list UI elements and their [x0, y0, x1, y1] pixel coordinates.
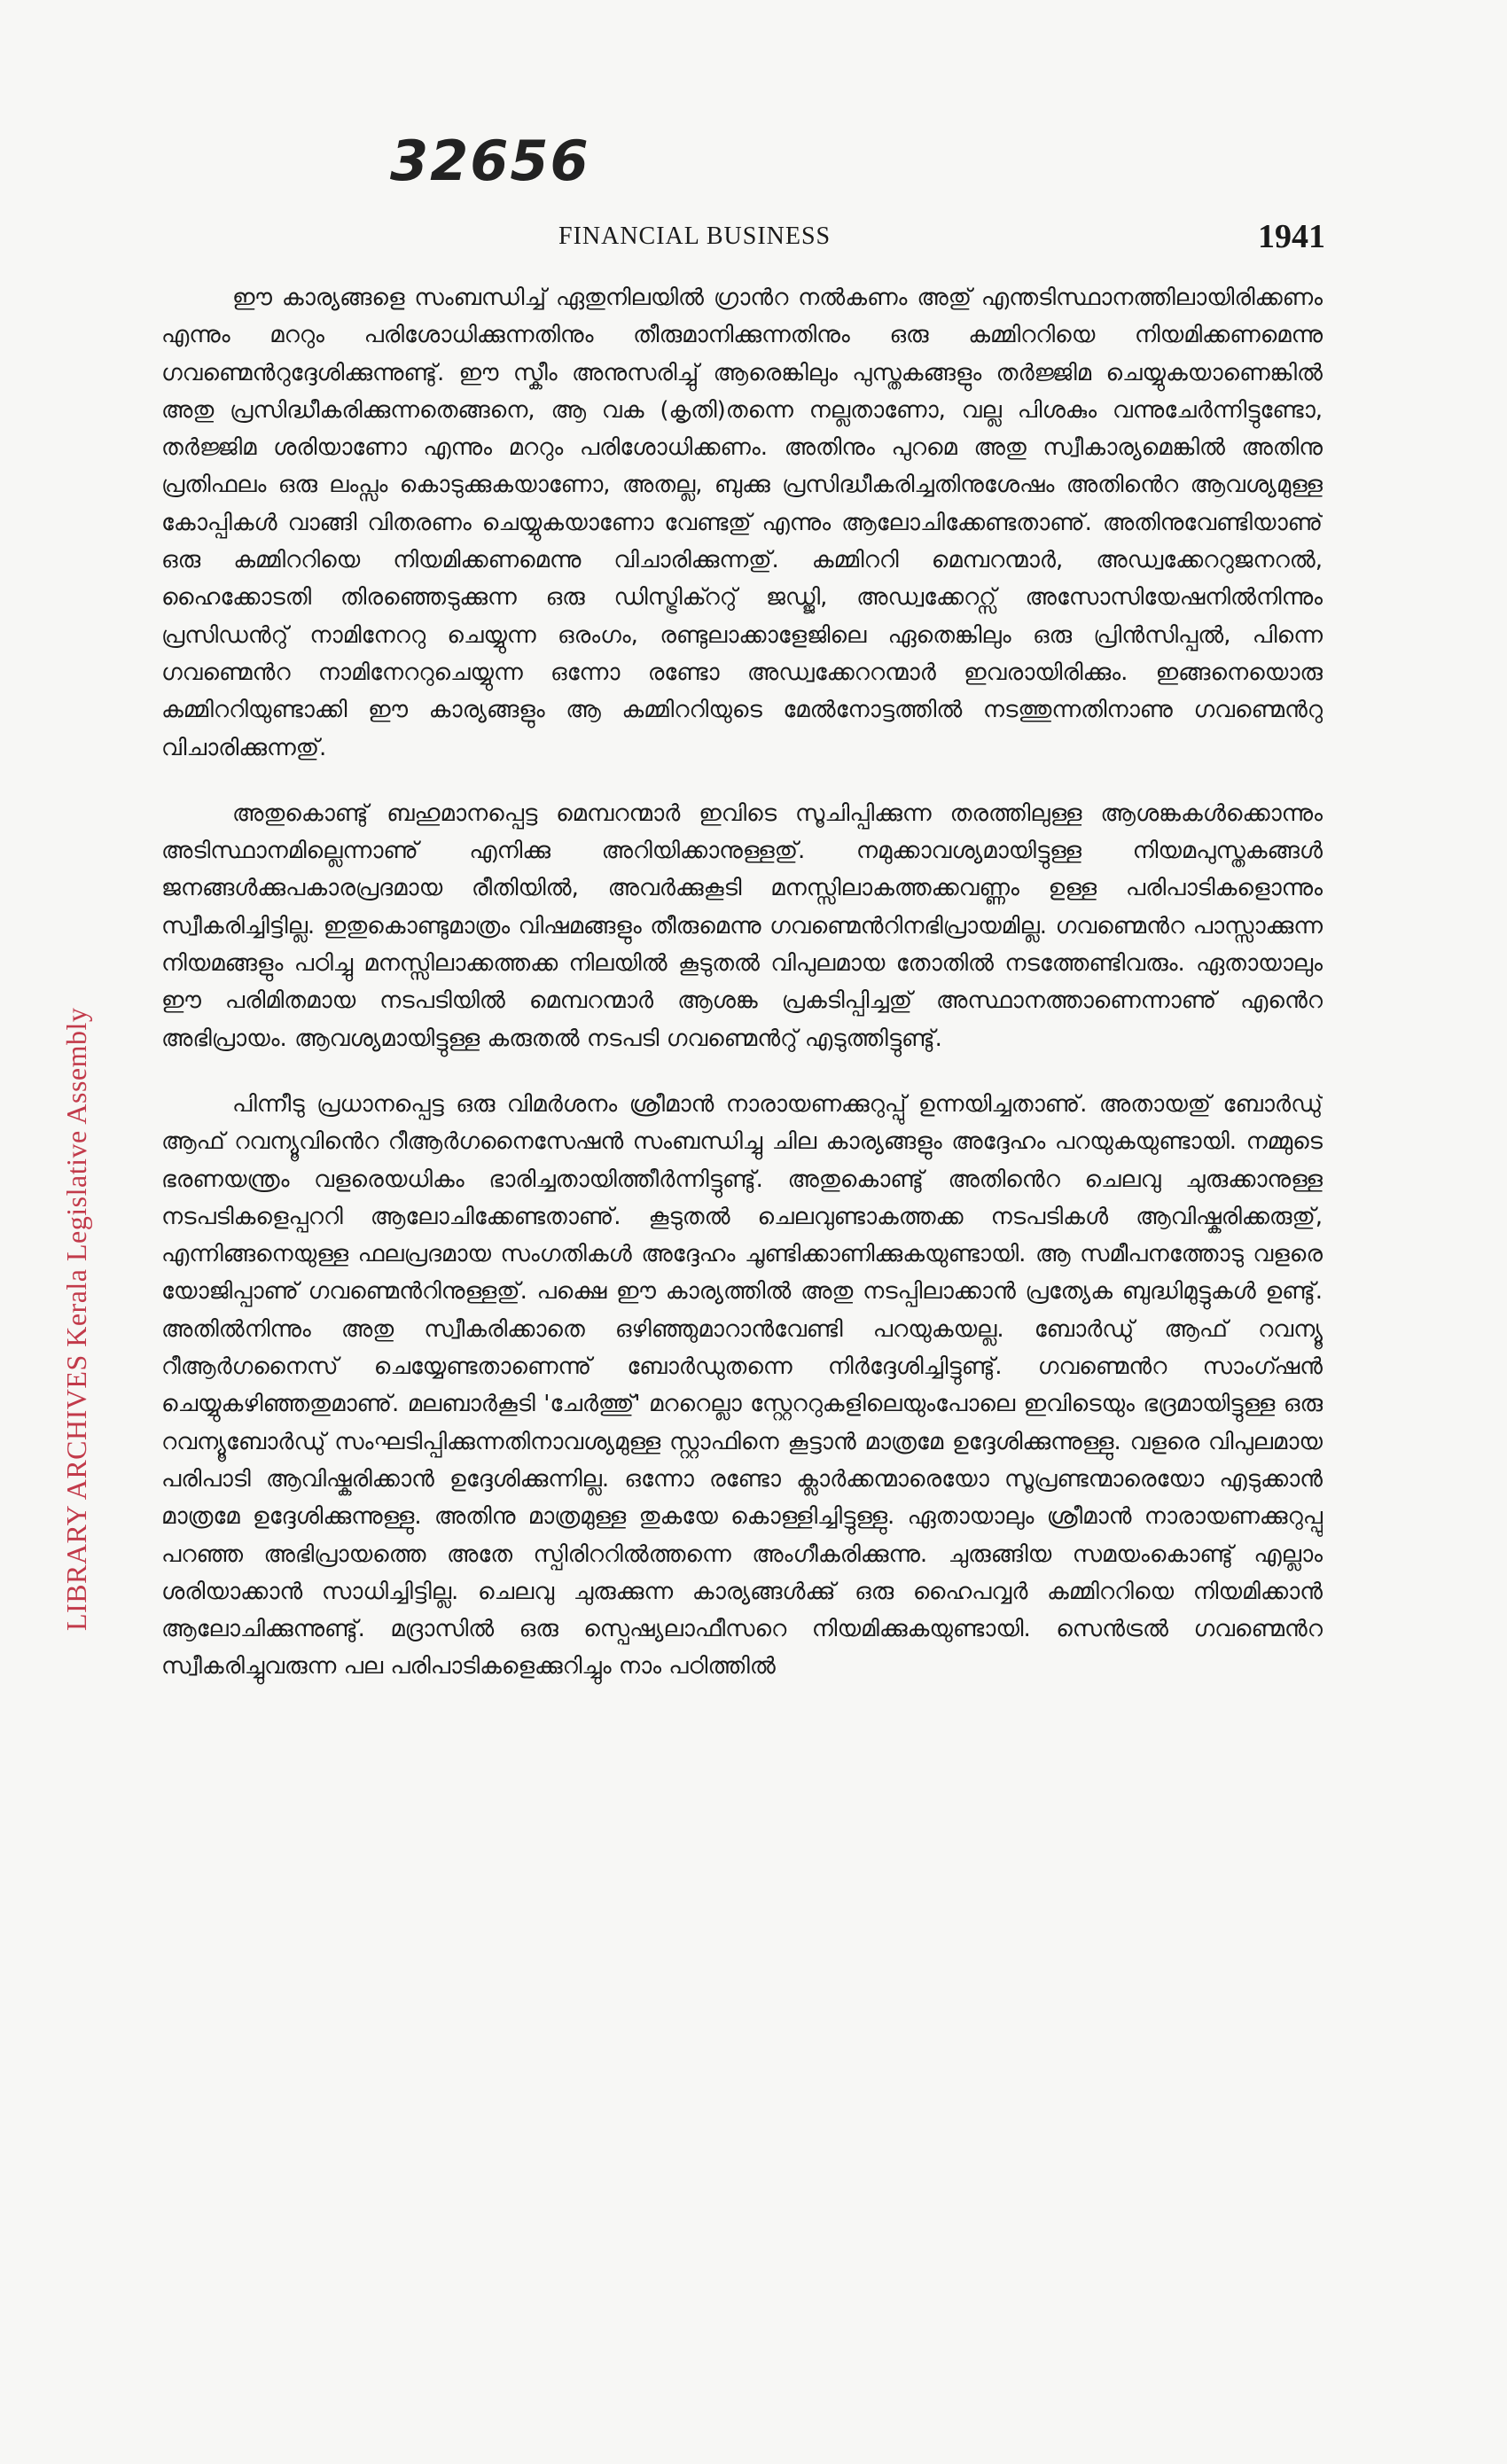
page-number: 1941: [1258, 218, 1325, 255]
body-text: [161, 279, 1323, 2442]
handwritten-file-number: 32656: [390, 129, 590, 193]
paragraph: പിന്നീടു പ്രധാനപ്പെട്ട ഒരു വിമർശനം ശ്രീമാൻ നാരായണക്കുറുപ്പു് ഉന്നയിച്ചതാണു്. അതായതു് ബോർഡു് ആഫ് റവന്യൂവിൻെറ റീആർഗനൈസേഷൻ സംബന്ധിച്ചു ചില കാര്യങ്ങളും അദ്ദേഹം പറയുകയുണ്ടായി. നമ്മുടെ ഭരണയന്ത്രം വളരെയധികം ഭാരിച്ചതായിത്തീർന്നിട്ടുണ്ടു്. അതുകൊണ്ടു് അതിൻെറ ചെലവു ചുരുക്കാനുള്ള നടപടികളെപ്പററി ആലോചിക്കേണ്ടതാണു്. കൂടുതൽ ചെലവുണ്ടാകത്തക്ക നടപടികൾ ആവിഷ്കരിക്കരുതു്, എന്നിങ്ങനെയുള്ള ഫലപ്രദമായ സംഗതികൾ അദ്ദേഹം ചൂണ്ടിക്കാണിക്കുകയുണ്ടായി. ആ സമീപനത്തോടു വളരെ യോജിപ്പാണു് ഗവണ്മെൻറിനുള്ളതു്. പക്ഷെ ഈ കാര്യത്തിൽ അതു നടപ്പിലാക്കാൻ പ്രത്യേക ബുദ്ധിമുട്ടുകൾ ഉണ്ടു്. അതിൽനിന്നും അതു സ്വീകരിക്കാതെ ഒഴിഞ്ഞുമാറാൻവേണ്ടി പറയുകയല്ല. ബോർഡു് ആഫ് റവന്യൂ റീആർഗനൈസ് ചെയ്യേണ്ടതാണെന്നു് ബോർഡുതന്നെ നിർദ്ദേശിച്ചിട്ടുണ്ടു്. ഗവണ്മെൻറ സാംഗ്ഷൻ ചെയ്യുകഴിഞ്ഞതുമാണു്. മലബാർകൂടി 'ചേർത്തു്' മററെല്ലാ സ്റ്റേററുകളിലെയുംപോലെ ഇവിടെയും ഭദ്രമായിട്ടുള്ള ഒരു റവന്യൂബോർഡു് സംഘടിപ്പിക്കുന്നതിനാവശ്യമുള്ള സ്റ്റാഫിനെ കൂട്ടാൻ മാത്രമേ ഉദ്ദേശിക്കുന്നുള്ളു. വളരെ വിപുലമായ പരിപാടി ആവിഷ്കരിക്കാൻ ഉദ്ദേശിക്കുന്നില്ല. ഒന്നോ രണ്ടോ ക്ലാർക്കന്മാരെയോ സൂപ്രണ്ടന്മാരെയോ എടുക്കാൻ മാത്രമേ ഉദ്ദേശിക്കുന്നുള്ളു. അതിനു മാത്രമുള്ള തുകയേ കൊള്ളിച്ചിട്ടുള്ളു. ഏതായാലും ശ്രീമാൻ നാരായണക്കുറുപ്പു പറഞ്ഞ അഭിപ്രായത്തെ അതേ സ്പിരിററിൽത്തന്നെ അംഗീകരിക്കുന്നു. ചുരുങ്ങിയ സമയംകൊണ്ടു് എല്ലാം ശരിയാക്കാൻ സാധിച്ചിട്ടില്ല. ചെലവു ചുരുക്കുന്ന കാര്യങ്ങൾക്കു് ഒരു ഹൈപവ്വർ കമ്മിററിയെ നിയമിക്കാൻ ആലോചിക്കുന്നുണ്ടു്. മദ്രാസിൽ ഒരു സ്പെഷ്യലാഫീസറെ നിയമിക്കുകയുണ്ടായി. സെൻട്രൽ ഗവണ്മെൻറ സ്വീകരിച്ചുവരുന്ന പല പരിപാടികളെക്കുറിച്ചും നാം പഠിത്തിൽ: [161, 1090, 1323, 1680]
paragraph: ഈ കാര്യങ്ങളെ സംബന്ധിച്ച് ഏതുനിലയിൽ ഗ്രാൻറ നൽകണം അതു് എന്തടിസ്ഥാനത്തിലായിരിക്കണം എന്നും മററും പരിശോധിക്കുന്നതിനും തീരുമാനിക്കുന്നതിനും ഒരു കമ്മിററിയെ നിയമിക്കണമെന്നു ഗവണ്മെൻറുദ്ദേശിക്കുന്നുണ്ടു്. ഈ സ്കീം അനുസരിച്ചു് ആരെങ്കിലും പുസ്തകങ്ങളും തർജ്ജിമ ചെയ്യുകയാണെങ്കിൽ അതു പ്രസിദ്ധീകരിക്കുന്നതെങ്ങനെ, ആ വക (കൃതി)തന്നെ നല്ലതാണോ, വല്ല പിശകും വന്നുചേർന്നിട്ടുണ്ടോ, തർജ്ജിമ ശരിയാണോ എന്നും മററും പരിശോധിക്കണം. അതിനും പുറമെ അതു സ്വീകാര്യമെങ്കിൽ അതിനു പ്രതിഫലം ഒരു ലംപ്സം കൊടുക്കുകയാണോ, അതല്ല, ബുക്കു പ്രസിദ്ധീകരിച്ചതിനുശേഷം അതിൻെറ ആവശ്യമുള്ള കോപ്പികൾ വാങ്ങി വിതരണം ചെയ്യുകയാണോ വേണ്ടതു് എന്നും ആലോചിക്കേണ്ടതാണു്. അതിനുവേണ്ടിയാണു് ഒരു കമ്മിററിയെ നിയമിക്കണമെന്നു വിചാരിക്കുന്നതു്. കമ്മിററി മെമ്പറന്മാർ, അഡ്വക്കേററുജനറൽ, ഹൈക്കോടതി തിരഞ്ഞെടുക്കുന്ന ഒരു ഡിസ്ട്രിക്ററു് ജഡ്ജി, അഡ്വക്കേററ്സ് അസോസിയേഷനിൽനിന്നും പ്രസിഡൻറു് നാമിനേററു ചെയ്യുന്ന ഒരംഗം, രണ്ടുലാക്കാളേജിലെ ഏതെങ്കിലും ഒരു പ്രിൻസിപ്പൽ, പിന്നെ ഗവണ്മെൻറ നാമിനേററുചെയ്യുന്ന ഒന്നോ രണ്ടോ അഡ്വക്കേററന്മാർ ഇവരായിരിക്കും. ഇങ്ങനെയൊരു കമ്മിററിയുണ്ടാക്കി ഈ കാര്യങ്ങളും ആ കമ്മിററിയുടെ മേൽനോട്ടത്തിൽ നടത്തുന്നതിനാണു ഗവണ്മെൻറു വിചാരിക്കുന്നതു്.: [161, 285, 1323, 761]
page-header: [558, 217, 1325, 261]
header-title: FINANCIAL BUSINESS: [558, 222, 832, 250]
archive-stamp: LIBRARY ARCHIVES Kerala Legislative Assembly: [60, 1007, 92, 1631]
paragraph: അതുകൊണ്ടു് ബഹുമാനപ്പെട്ട മെമ്പറന്മാർ ഇവിടെ സൂചിപ്പിക്കുന്ന തരത്തിലുള്ള ആശങ്കകൾക്കൊന്നും അടിസ്ഥാനമില്ലെന്നാണു് എനിക്കു അറിയിക്കാനുള്ളതു്. നമുക്കാവശ്യമായിട്ടുള്ള നിയമപുസ്തകങ്ങൾ ജനങ്ങൾക്കുപകാരപ്രദമായ രീതിയിൽ, അവർക്കുകൂടി മനസ്സിലാകത്തക്കവണ്ണം ഉള്ള പരിപാടികളൊന്നും സ്വീകരിച്ചിട്ടില്ല. ഇതുകൊണ്ടുമാത്രം വിഷമങ്ങളും തീരുമെന്നു ഗവണ്മെൻറിനഭിപ്രായമില്ല. ഗവണ്മെൻറ പാസ്സാക്കുന്ന നിയമങ്ങളും പഠിച്ചു മനസ്സിലാക്കത്തക്ക നിലയിൽ കൂടുതൽ വിപുലമായ തോതിൽ നടത്തേണ്ടിവരും. ഏതായാലും ഈ പരിമിതമായ നടപടിയിൽ മെമ്പറന്മാർ ആശങ്ക പ്രകടിപ്പിച്ചതു് അസ്ഥാനത്താണെന്നാണു് എൻെറ അഭിപ്രായം. ആവശ്യമായിട്ടുള്ള കരുതൽ നടപടി ഗവണ്മെൻറു് എടുത്തിട്ടുണ്ടു്.: [161, 799, 1323, 1052]
